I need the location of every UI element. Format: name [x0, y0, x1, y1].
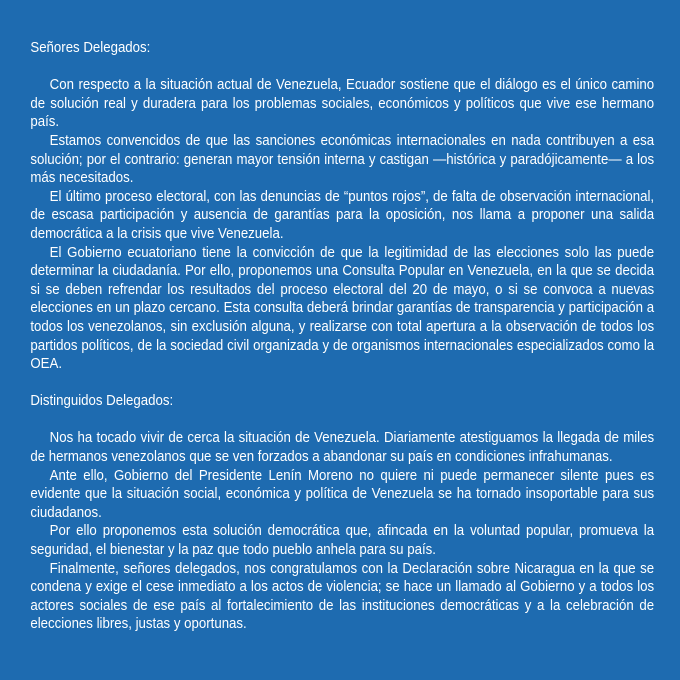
section-gap	[30, 374, 654, 393]
paragraph-gobierno-moreno: Ante ello, Gobierno del Presidente Lenín Moreno no quiere ni puede permanecer silente pues es evidente que la situación social, económica y política de Venezuela se ha tornado insoportable para sus ciudadanos.	[30, 467, 655, 521]
paragraph-sanciones: Estamos convencidos de que las sanciones económicas internacionales en nada contribuyen a esa solución; por el contrario: generan mayor tensión interna y castigan —histórica y paradójicamente— a los más necesitados.	[30, 132, 655, 187]
paragraph-migracion: Nos ha tocado vivir de cerca la situación de Venezuela. Diariamente atestiguamos la llegada de miles de hermanos venezolanos que se ven forzados a abandonar su país en condiciones infrahumanas.	[30, 430, 655, 466]
salutation-distinguidos-delegados: Distinguidos Delegados:	[30, 393, 174, 410]
paragraph-nicaragua: Finalmente, señores delegados, nos congratulamos con la Declaración sobre Nicaragua en la que se condena y exige el cese inmediato a los actos de violencia; se hace un llamado al Gobierno y a todos los actores sociales de ese país al fortalecimiento de las instituciones democráticas y a la celebración de elecciones libres, justas y oportunas.	[30, 560, 655, 633]
paragraph-proceso-electoral: El último proceso electoral, con las denuncias de “puntos rojos”, de falta de observación internacional, de escasa participación y ausencia de garantías para la oposición, nos llama a proponer una salida democrática a la crisis que vive Venezuela.	[30, 188, 655, 242]
paragraph-solucion-democratica: Por ello proponemos esta solución democrática que, afincada en la voluntad popular, promueva la seguridad, el bienestar y la paz que todo pueblo anhela para su país.	[30, 523, 655, 559]
section-distinguidos-delegados	[30, 392, 654, 634]
paragraph-consulta-popular: El Gobierno ecuatoriano tiene la convicción de que la legitimidad de las elecciones solo las puede determinar la ciudadanía. Por ello, proponemos una Consulta Popular en Venezuela, en la que se decida si se deben refrendar los resultados del proceso electoral del 20 de mayo, o si se convoca a nuevas elecciones en un plazo cercano. Esta consulta deberá brindar garantías de transparencia y participación a todos los venezolanos, sin exclusión alguna, y realizarse con total apertura a la observación de todos los partidos políticos, de la sociedad civil organizada y de organismos internacionales especializados como la OEA.	[30, 244, 655, 373]
salutation-senores-delegados: Señores Delegados:	[30, 40, 151, 56]
section-senores-delegados	[30, 39, 654, 374]
paragraph-dialogo: Con respecto a la situación actual de Venezuela, Ecuador sostiene que el diálogo es el único camino de solución real y duradera para los problemas sociales, económicos y políticos que vive ese hermano país.	[30, 77, 655, 131]
